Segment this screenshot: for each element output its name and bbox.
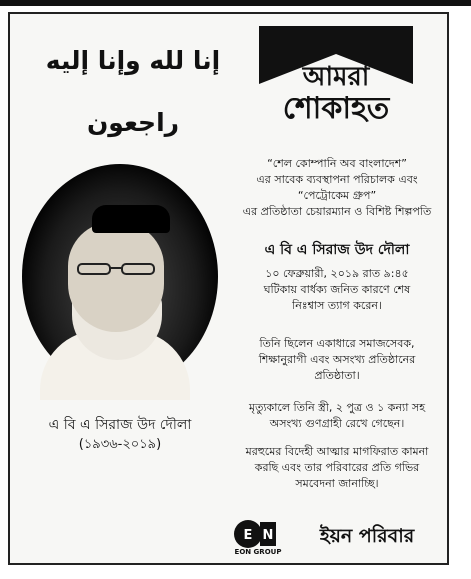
top-rule — [0, 0, 471, 6]
glasses-icon — [74, 262, 158, 276]
company-block — [232, 156, 442, 220]
company-line2: এর সাবেক ব্যবস্থাপনা পরিচালক এবং — [256, 173, 418, 186]
arabic-verse: إنا لله وإنا إليه راجعون — [45, 46, 221, 137]
death-line2: ঘটিকায় বার্ধক্য জনিত কারণে শেষ — [263, 283, 411, 296]
photo-caption: এ বি এ সিরাজ উদ দৌলা — [48, 417, 192, 433]
portrait-cap — [92, 205, 170, 233]
prayer-line1: মরহুমের বিদেহী আত্মার মাগফিরাত কামনা — [245, 445, 429, 458]
bio-line2: শিক্ষানুরাগী এবং অসংখ্য প্রতিষ্ঠানের — [258, 353, 416, 366]
eon-logo-icon — [232, 518, 280, 550]
family-line1: মৃত্যুকালে তিনি স্ত্রী, ২ পুত্র ও ১ কন্যা সহ — [249, 401, 425, 414]
survivors — [232, 400, 442, 432]
death-line1: ১০ ফেব্রুয়ারী, ২০১৯ রাত ৯:৪৫ — [265, 267, 409, 280]
heading-line2: শোকাহত — [282, 91, 390, 126]
footer — [232, 518, 442, 554]
svg-text:N: N — [262, 528, 274, 543]
death-notice — [232, 266, 442, 314]
family-line2: অসংখ্য গুণগ্রাহী রেখে গেছেন। — [269, 417, 405, 430]
logo-text: EON GROUP — [234, 548, 282, 556]
family-signature: ইয়ন পরিবার — [319, 525, 415, 547]
prayer-line2: করছি এবং তার পরিবারের প্রতি গভির — [254, 461, 420, 474]
company-line1: “শেল কোম্পানি অব বাংলাদেশ” — [267, 157, 407, 170]
prayer — [232, 444, 442, 492]
bio-line1: তিনি ছিলেন একাধারে সমাজসেবক, — [259, 337, 415, 350]
svg-text:E: E — [243, 528, 253, 543]
bio-line3: প্রতিষ্ঠাতা। — [314, 369, 360, 382]
deceased-name: এ বি এ সিরাজ উদ দৌলা — [264, 242, 410, 258]
prayer-line3: সমবেদনা জানাচ্ছি। — [295, 477, 379, 490]
heading-line1: আমরা — [302, 62, 370, 92]
biography — [232, 336, 442, 384]
death-line3: নিঃশ্বাস ত্যাগ করেন। — [292, 299, 382, 312]
portrait-face — [68, 222, 164, 332]
company-line4: এর প্রতিষ্ঠাতা চেয়ারম্যান ও বিশিষ্ট শিল্পপতি — [242, 205, 432, 218]
company-line3: “পেট্রোকেম গ্রুপ” — [297, 189, 377, 202]
photo-years: (১৯৩৬-২০১৯) — [78, 437, 162, 452]
